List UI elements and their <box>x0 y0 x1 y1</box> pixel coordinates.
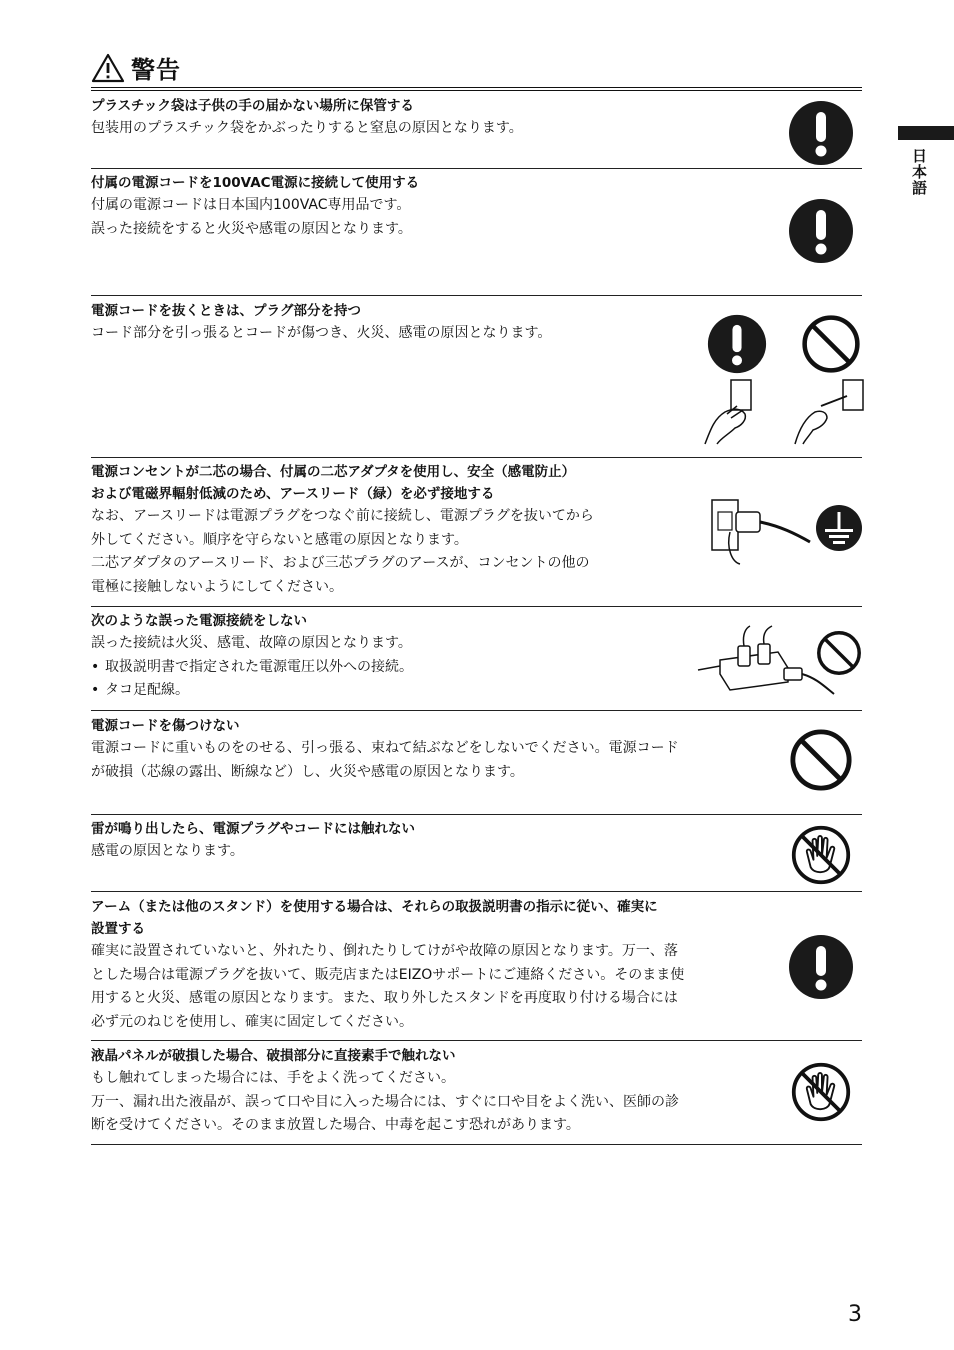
section-icons <box>790 824 852 886</box>
section-body-line: 電極に接触しないようにしてください。 <box>91 578 343 595</box>
section-icons <box>696 620 862 700</box>
section-body-line: 誤った接続は火災、感電、故障の原因となります。 <box>91 635 412 651</box>
section-icons <box>710 496 863 568</box>
prohibited-icon <box>801 314 861 374</box>
bullet-mark: • <box>91 658 100 675</box>
section-body-line: 電源コードに重いものをのせる、引っ張る、束ねて結ぶなどをしないでください。電源コード <box>91 740 679 756</box>
prohibited-icon <box>789 728 853 792</box>
section-icons <box>790 1061 852 1123</box>
section-title: 電源コンセントが二芯の場合、付属の二芯アダプタを使用し、安全（感電防止） <box>91 464 576 480</box>
bullet-item: • 取扱説明書で指定された電源電圧以外への接続。 <box>91 656 862 680</box>
bullet-mark: • <box>91 682 100 698</box>
section-body-line: 二芯アダプタのアースリード、および三芯プラグのアースが、コンセントの他の <box>91 555 590 571</box>
section-icons <box>705 314 871 448</box>
section-body-line: 万一、漏れ出た液晶が、誤って口や目に入った場合には、すぐに口や目をよく洗い、医師の診 <box>91 1093 679 1110</box>
section-body-line: 付属の電源コードは日本国内100VAC専用品です。 <box>91 197 411 213</box>
prohibited-icon <box>816 630 862 676</box>
mandatory-icon <box>788 934 854 1000</box>
section-body-line: 感電の原因となります。 <box>91 843 244 859</box>
section-body-line: 断を受けてください。そのまま放置した場合、中毒を起こす恐れがあります。 <box>91 1117 580 1133</box>
correct-unplug-illustration <box>705 314 775 448</box>
language-tab-marker <box>898 126 954 140</box>
section-do-not-damage-cord <box>91 715 862 815</box>
section-plastic-bag <box>91 95 862 169</box>
hand-pulling-cord-icon <box>791 378 867 448</box>
section-body-line: が破損（芯線の露出、断線など）し、火災や感電の原因となります。 <box>91 763 524 780</box>
bullet-item: • タコ足配線。 <box>91 679 862 703</box>
section-title: および電磁界輻射低減のため、アースリード（緑）を必ず接地する <box>91 486 495 502</box>
section-title: アーム（または他のスタンド）を使用する場合は、それらの取扱説明書の指示に従い、確実に <box>91 899 658 915</box>
section-title: 電源コードを抜くときは、プラグ部分を持つ <box>91 303 361 319</box>
section-body-line: 包装用のプラスチック袋をかぶったりすると窒息の原因となります。 <box>91 120 523 136</box>
mandatory-icon <box>788 198 854 264</box>
mandatory-icon <box>707 314 767 374</box>
page-number: 3 <box>848 1302 862 1327</box>
outlet-adapter-illustration <box>710 496 812 568</box>
ground-icon <box>815 504 863 552</box>
do-not-touch-icon <box>790 1061 852 1123</box>
section-icons <box>788 100 854 166</box>
section-lcd-broken <box>91 1045 862 1145</box>
section-title: プラスチック袋は子供の手の届かない場所に保管する <box>91 98 414 114</box>
section-body-line: 外してください。順序を守らないと感電の原因となります。 <box>91 531 468 548</box>
power-strip-illustration <box>696 620 836 700</box>
section-power-cord-100vac <box>91 172 862 296</box>
warning-header <box>91 50 181 85</box>
section-title: 次のような誤った電源接続をしない <box>91 613 307 629</box>
section-title: 雷が鳴り出したら、電源プラグやコードには触れない <box>91 821 415 837</box>
section-title: 電源コードを傷つけない <box>91 718 240 734</box>
warning-triangle-icon <box>91 53 125 83</box>
section-body-line: 用すると火災、感電の原因となります。また、取り外したスタンドを再度取り付ける場合には <box>91 990 678 1006</box>
section-body-line: コード部分を引っ張るとコードが傷つき、火災、感電の原因となります。 <box>91 325 552 341</box>
section-body-line: 確実に設置されていないと、外れたり、倒れたりしてけがや故障の原因となります。万一、落 <box>91 943 678 959</box>
section-icons <box>788 198 854 264</box>
do-not-touch-icon <box>790 824 852 886</box>
language-label: 日本語 <box>910 148 928 196</box>
mandatory-icon <box>788 100 854 166</box>
section-title: 液晶パネルが破損した場合、破損部分に直接素手で触れない <box>91 1048 456 1064</box>
section-body-line: とした場合は電源プラグを抜いて、販売店またはEIZOサポートにご連絡ください。そのまま使 <box>91 966 685 983</box>
header-rule <box>91 87 862 91</box>
section-body-line: もし触れてしまった場合には、手をよく洗ってください。 <box>91 1070 455 1086</box>
section-icons <box>788 934 854 1000</box>
wrong-unplug-illustration <box>791 314 871 448</box>
section-title: 設置する <box>91 921 145 937</box>
section-icons <box>789 728 853 792</box>
section-body-line: 誤った接続をすると火災や感電の原因となります。 <box>91 220 412 237</box>
section-thunder <box>91 818 862 892</box>
section-body-line: 必ず元のねじを使用し、確実に固定してください。 <box>91 1013 413 1030</box>
hand-holding-plug-icon <box>701 378 761 448</box>
page-title: 警告 <box>131 56 181 84</box>
section-arm-stand <box>91 896 862 1041</box>
section-body-line: なお、アースリードは電源プラグをつなぐ前に接続し、電源プラグを抜いてから <box>91 508 594 524</box>
section-title: 付属の電源コードを100VAC電源に接続して使用する <box>91 175 420 191</box>
